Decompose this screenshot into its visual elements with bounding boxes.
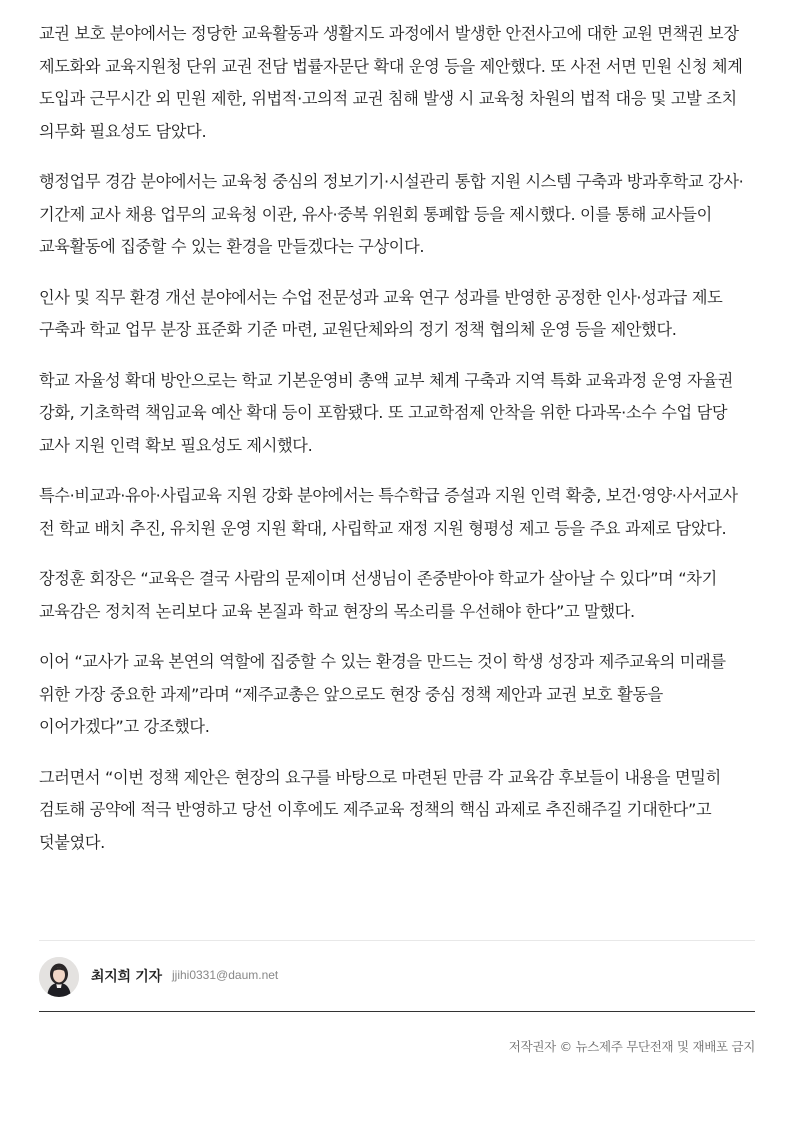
article-paragraph: 교권 보호 분야에서는 정당한 교육활동과 생활지도 과정에서 발생한 안전사고에 대한 교원 면책권 보장 제도화와 교육지원청 단위 교권 전담 법률자문단 확대 운영 등을 제안했다. 또 사전 서면 민원 신청 체계 도입과 근무시간 외 민원 제한, 위법적·고의적 교권 침해 발생 시 교육청 차원의 법적 대응 및 고발 조치 의무화 필요성도 담았다. bbox=[39, 24, 743, 141]
reporter-byline bbox=[39, 940, 755, 1012]
article-paragraph: 특수·비교과·유아·사립교육 지원 강화 분야에서는 특수학급 증설과 지원 인력 확충, 보건·영양·사서교사 전 학교 배치 추진, 유치원 운영 지원 확대, 사립학교 재정 지원 형평성 제고 등을 주요 과제로 담았다. bbox=[39, 486, 738, 538]
copyright-notice: 저작권자 © 뉴스제주 무단전재 및 재배포 금지 bbox=[508, 1039, 755, 1054]
article-paragraph: 학교 자율성 확대 방안으로는 학교 기본운영비 총액 교부 체계 구축과 지역 특화 교육과정 운영 자율권 강화, 기초학력 책임교육 예산 확대 등이 포함됐다. 또 고교학점제 안착을 위한 다과목·소수 수업 담당 교사 지원 인력 확보 필요성도 제시했다. bbox=[39, 370, 733, 455]
article-paragraph: 이어 “교사가 교육 본연의 역할에 집중할 수 있는 환경을 만드는 것이 학생 성장과 제주교육의 미래를 위한 가장 중요한 과제”라며 “제주교총은 앞으로도 현장 중심 정책 제안과 교권 보호 활동을 이어가겠다”고 강조했다. bbox=[39, 652, 726, 736]
article-body bbox=[39, 18, 755, 877]
reporter-avatar[interactable] bbox=[39, 957, 79, 997]
article-paragraph: 행정업무 경감 분야에서는 교육청 중심의 정보기기·시설관리 통합 지원 시스템 구축과 방과후학교 강사·기간제 교사 채용 업무의 교육청 이관, 유사·중복 위원회 통폐합 등을 제시했다. 이를 통해 교사들이 교육활동에 집중할 수 있는 환경을 만들겠다는 구상이다. bbox=[39, 172, 744, 256]
reporter-name[interactable]: 최지희 기자 bbox=[91, 969, 162, 985]
article-paragraph: 그러면서 “이번 정책 제안은 현장의 요구를 바탕으로 마련된 만큼 각 교육감 후보들이 내용을 면밀히 검토해 공약에 적극 반영하고 당선 이후에도 제주교육 정책의 핵심 과제로 추진해주길 기대한다”고 덧붙였다. bbox=[39, 767, 721, 852]
reporter-email[interactable]: jjihi0331@daum.net bbox=[172, 968, 279, 982]
reporter-photo-icon bbox=[39, 957, 79, 997]
article-paragraph: 장정훈 회장은 “교육은 결국 사람의 문제이며 선생님이 존중받아야 학교가 살아날 수 있다”며 “차기 교육감은 정치적 논리보다 교육 본질과 학교 현장의 목소리를 우선해야 한다”고 말했다. bbox=[39, 569, 717, 621]
article-paragraph: 인사 및 직무 환경 개선 분야에서는 수업 전문성과 교육 연구 성과를 반영한 공정한 인사·성과급 제도 구축과 학교 업무 분장 표준화 기준 마련, 교원단체와의 정기 정책 협의체 운영 등을 제안했다. bbox=[39, 287, 723, 339]
